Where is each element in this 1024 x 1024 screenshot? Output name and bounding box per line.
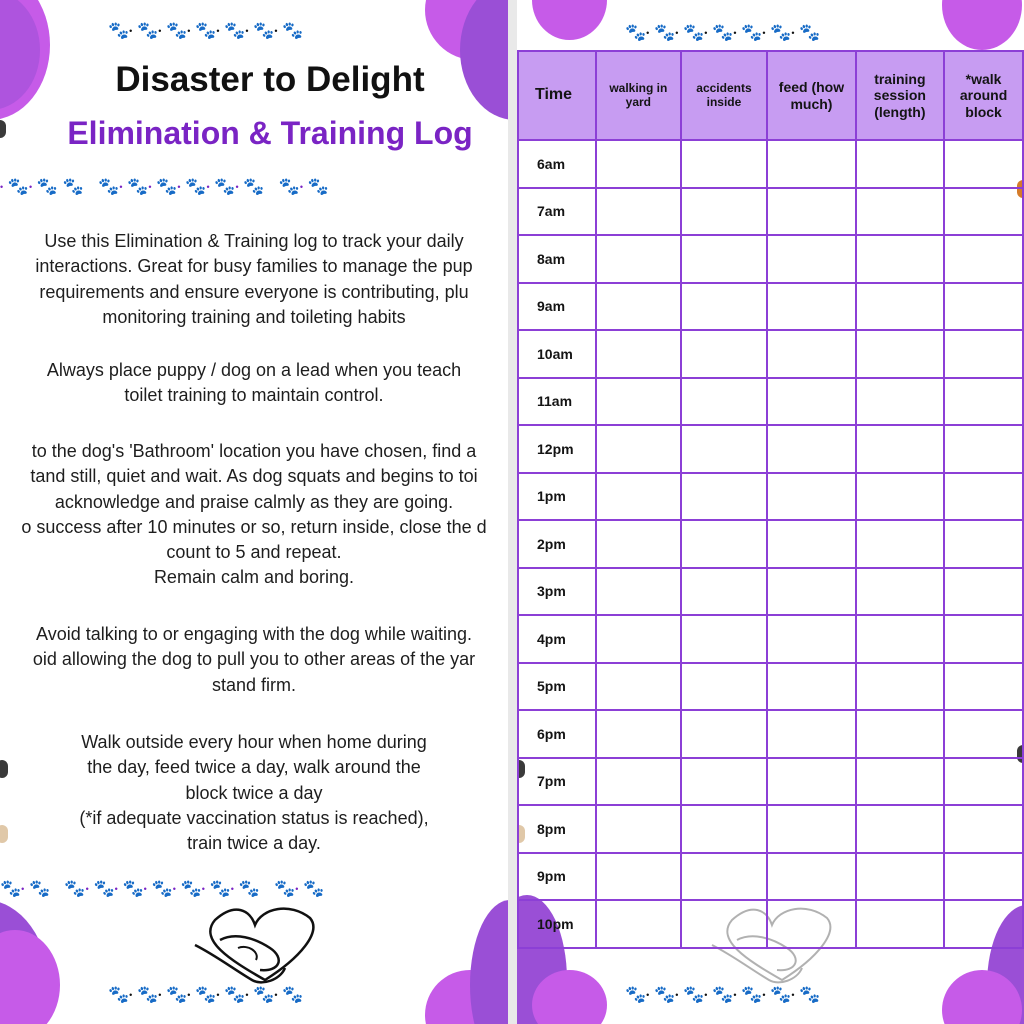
log-entry-cell-feed[interactable]: [767, 520, 855, 568]
table-header-row: [518, 51, 1023, 140]
column-header-time: Time: [518, 51, 596, 140]
log-entry-cell-feed[interactable]: [767, 188, 855, 236]
log-entry-cell-walk-around-block[interactable]: [944, 473, 1023, 521]
column-header-walk-around-block: *walk around block: [944, 51, 1023, 140]
log-entry-cell-walk-around-block[interactable]: [944, 900, 1023, 948]
table-row: [518, 758, 1023, 806]
log-entry-cell-accidents-inside[interactable]: [681, 568, 768, 616]
log-entry-cell-walking-in-yard[interactable]: [596, 330, 680, 378]
log-entry-cell-feed[interactable]: [767, 473, 855, 521]
log-entry-cell-training-session[interactable]: [856, 663, 945, 711]
log-entry-cell-walking-in-yard[interactable]: [596, 520, 680, 568]
log-entry-cell-training-session[interactable]: [856, 853, 945, 901]
table-row: [518, 378, 1023, 426]
log-entry-cell-walking-in-yard[interactable]: [596, 235, 680, 283]
log-entry-cell-training-session[interactable]: [856, 615, 945, 663]
time-cell: 7pm: [518, 758, 596, 806]
column-header-accidents-inside: accidents inside: [681, 51, 768, 140]
log-entry-cell-walk-around-block[interactable]: [944, 425, 1023, 473]
log-entry-cell-walk-around-block[interactable]: [944, 235, 1023, 283]
log-entry-cell-feed[interactable]: [767, 663, 855, 711]
log-entry-cell-feed[interactable]: [767, 378, 855, 426]
log-entry-cell-training-session[interactable]: [856, 520, 945, 568]
log-entry-cell-feed[interactable]: [767, 140, 855, 188]
log-entry-cell-accidents-inside[interactable]: [681, 188, 768, 236]
paw-border-divider: • 🐾• 🐾 🐾 🐾• 🐾• 🐾• 🐾• 🐾• 🐾 🐾• 🐾: [0, 177, 329, 196]
log-entry-cell-walking-in-yard[interactable]: [596, 188, 680, 236]
table-row: [518, 805, 1023, 853]
log-entry-cell-training-session[interactable]: [856, 425, 945, 473]
time-cell: 10pm: [518, 900, 596, 948]
log-entry-cell-walk-around-block[interactable]: [944, 283, 1023, 331]
time-cell: 6am: [518, 140, 596, 188]
heart-hands-paw-logo: [190, 900, 320, 990]
log-entry-cell-accidents-inside[interactable]: [681, 900, 768, 948]
time-cell: 9pm: [518, 853, 596, 901]
log-entry-cell-walking-in-yard[interactable]: [596, 758, 680, 806]
log-entry-cell-walk-around-block[interactable]: [944, 663, 1023, 711]
log-entry-cell-walk-around-block[interactable]: [944, 805, 1023, 853]
decor-blob: [942, 0, 1022, 50]
time-cell: 1pm: [518, 473, 596, 521]
log-entry-cell-walk-around-block[interactable]: [944, 188, 1023, 236]
time-cell: 12pm: [518, 425, 596, 473]
table-row: [518, 520, 1023, 568]
time-cell: 8am: [518, 235, 596, 283]
log-entry-cell-accidents-inside[interactable]: [681, 425, 768, 473]
column-header-feed: feed (how much): [767, 51, 855, 140]
log-entry-cell-accidents-inside[interactable]: [681, 805, 768, 853]
decor-blob: [0, 930, 60, 1024]
time-cell: 4pm: [518, 615, 596, 663]
log-entry-cell-training-session[interactable]: [856, 378, 945, 426]
log-entry-cell-training-session[interactable]: [856, 188, 945, 236]
table-body: [518, 140, 1023, 948]
log-entry-cell-accidents-inside[interactable]: [681, 853, 768, 901]
decor-blob: [532, 0, 607, 40]
log-entry-cell-feed[interactable]: [767, 900, 855, 948]
log-entry-cell-training-session[interactable]: [856, 900, 945, 948]
paw-border-bottom: 🐾• 🐾• 🐾• 🐾• 🐾• 🐾• 🐾: [625, 985, 821, 1004]
log-entry-cell-walk-around-block[interactable]: [944, 710, 1023, 758]
log-entry-cell-walking-in-yard[interactable]: [596, 663, 680, 711]
column-header-training-session: training session (length): [856, 51, 945, 140]
page-title: Disaster to Delight: [115, 60, 425, 99]
log-entry-cell-accidents-inside[interactable]: [681, 663, 768, 711]
log-entry-cell-walk-around-block[interactable]: [944, 330, 1023, 378]
log-entry-cell-feed[interactable]: [767, 615, 855, 663]
log-entry-cell-training-session[interactable]: [856, 283, 945, 331]
paw-border-top: 🐾• 🐾• 🐾• 🐾• 🐾• 🐾• 🐾: [108, 21, 304, 40]
table-row: [518, 140, 1023, 188]
log-entry-cell-walking-in-yard[interactable]: [596, 283, 680, 331]
table-row: [518, 615, 1023, 663]
log-entry-cell-walk-around-block[interactable]: [944, 853, 1023, 901]
time-cell: 5pm: [518, 663, 596, 711]
table-row: [518, 710, 1023, 758]
log-entry-cell-feed[interactable]: [767, 568, 855, 616]
time-cell: 9am: [518, 283, 596, 331]
paw-border-bottom-divider: 🐾• 🐾 🐾• 🐾• 🐾• 🐾• 🐾• 🐾• 🐾 🐾• 🐾: [0, 879, 325, 898]
table-row: [518, 853, 1023, 901]
table-row: [518, 900, 1023, 948]
table-row: [518, 330, 1023, 378]
log-entry-cell-walking-in-yard[interactable]: [596, 853, 680, 901]
log-entry-cell-feed[interactable]: [767, 805, 855, 853]
log-entry-cell-accidents-inside[interactable]: [681, 520, 768, 568]
log-entry-cell-accidents-inside[interactable]: [681, 473, 768, 521]
time-cell: 2pm: [518, 520, 596, 568]
log-entry-cell-accidents-inside[interactable]: [681, 378, 768, 426]
log-entry-cell-accidents-inside[interactable]: [681, 330, 768, 378]
instruction-paragraph: to the dog's 'Bathroom' location you have chosen, find a tand still, quiet and wait. As dog squats and begins to toi acknowledge and praise calmly as they are going. o success after 10 minutes or so, return inside, close the d count to 5 and repeat. Remain calm and boring.: [21, 441, 487, 588]
log-entry-cell-feed[interactable]: [767, 425, 855, 473]
page-subtitle: Elimination & Training Log: [67, 115, 473, 151]
log-entry-cell-accidents-inside[interactable]: [681, 235, 768, 283]
log-entry-cell-walking-in-yard[interactable]: [596, 378, 680, 426]
decor-blob: [470, 900, 508, 1024]
log-entry-cell-accidents-inside[interactable]: [681, 283, 768, 331]
log-entry-cell-training-session[interactable]: [856, 330, 945, 378]
log-entry-cell-feed[interactable]: [767, 758, 855, 806]
left-page: [0, 0, 508, 1024]
time-cell: 11am: [518, 378, 596, 426]
log-entry-cell-training-session[interactable]: [856, 235, 945, 283]
log-entry-cell-walk-around-block[interactable]: [944, 758, 1023, 806]
log-entry-cell-walking-in-yard[interactable]: [596, 710, 680, 758]
log-entry-cell-feed[interactable]: [767, 283, 855, 331]
log-entry-cell-feed[interactable]: [767, 853, 855, 901]
table-row: [518, 425, 1023, 473]
log-entry-cell-accidents-inside[interactable]: [681, 710, 768, 758]
log-entry-cell-walking-in-yard[interactable]: [596, 900, 680, 948]
elimination-training-log-table: [517, 50, 1024, 949]
instruction-paragraph: Avoid talking to or engaging with the dog while waiting. oid allowing the dog to pull you to other areas of the yar stand firm.: [32, 624, 476, 695]
time-cell: 7am: [518, 188, 596, 236]
log-entry-cell-accidents-inside[interactable]: [681, 758, 768, 806]
table-row: [518, 568, 1023, 616]
log-entry-cell-walking-in-yard[interactable]: [596, 473, 680, 521]
log-entry-cell-feed[interactable]: [767, 235, 855, 283]
log-entry-cell-training-session[interactable]: [856, 140, 945, 188]
log-entry-cell-walking-in-yard[interactable]: [596, 140, 680, 188]
log-entry-cell-training-session[interactable]: [856, 568, 945, 616]
log-entry-cell-feed[interactable]: [767, 330, 855, 378]
log-entry-cell-accidents-inside[interactable]: [681, 140, 768, 188]
log-entry-cell-walking-in-yard[interactable]: [596, 568, 680, 616]
log-entry-cell-walk-around-block[interactable]: [944, 568, 1023, 616]
time-cell: 8pm: [518, 805, 596, 853]
paw-border-top: 🐾• 🐾• 🐾• 🐾• 🐾• 🐾• 🐾: [625, 23, 821, 42]
log-entry-cell-walk-around-block[interactable]: [944, 520, 1023, 568]
table-row: [518, 188, 1023, 236]
time-cell: 6pm: [518, 710, 596, 758]
log-entry-cell-accidents-inside[interactable]: [681, 615, 768, 663]
log-entry-cell-training-session[interactable]: [856, 805, 945, 853]
paw-border-bottom: 🐾• 🐾• 🐾• 🐾• 🐾• 🐾• 🐾: [108, 985, 304, 1004]
time-cell: 10am: [518, 330, 596, 378]
log-entry-cell-walk-around-block[interactable]: [944, 140, 1023, 188]
table-row: [518, 283, 1023, 331]
table-row: [518, 235, 1023, 283]
table-row: [518, 663, 1023, 711]
log-entry-cell-walking-in-yard[interactable]: [596, 425, 680, 473]
time-cell: 3pm: [518, 568, 596, 616]
log-entry-cell-training-session[interactable]: [856, 473, 945, 521]
column-header-walking-in-yard: walking in yard: [596, 51, 680, 140]
table-row: [518, 473, 1023, 521]
instruction-paragraph: Use this Elimination & Training log to track your daily interactions. Great for busy families to manage the pup requirements and ensure everyone is contributing, plu monitoring training and toileting habits: [35, 231, 473, 327]
instruction-paragraph: Walk outside every hour when home during the day, feed twice a day, walk around the block twice a day (*if adequate vaccination status is reached), train twice a day.: [79, 732, 429, 854]
instruction-paragraph: Always place puppy / dog on a lead when you teach toilet training to maintain control.: [46, 360, 462, 406]
log-entry-cell-training-session[interactable]: [856, 710, 945, 758]
log-entry-cell-walk-around-block[interactable]: [944, 615, 1023, 663]
log-entry-cell-walk-around-block[interactable]: [944, 378, 1023, 426]
log-entry-cell-walking-in-yard[interactable]: [596, 615, 680, 663]
log-entry-cell-training-session[interactable]: [856, 758, 945, 806]
log-entry-cell-feed[interactable]: [767, 710, 855, 758]
log-entry-cell-walking-in-yard[interactable]: [596, 805, 680, 853]
